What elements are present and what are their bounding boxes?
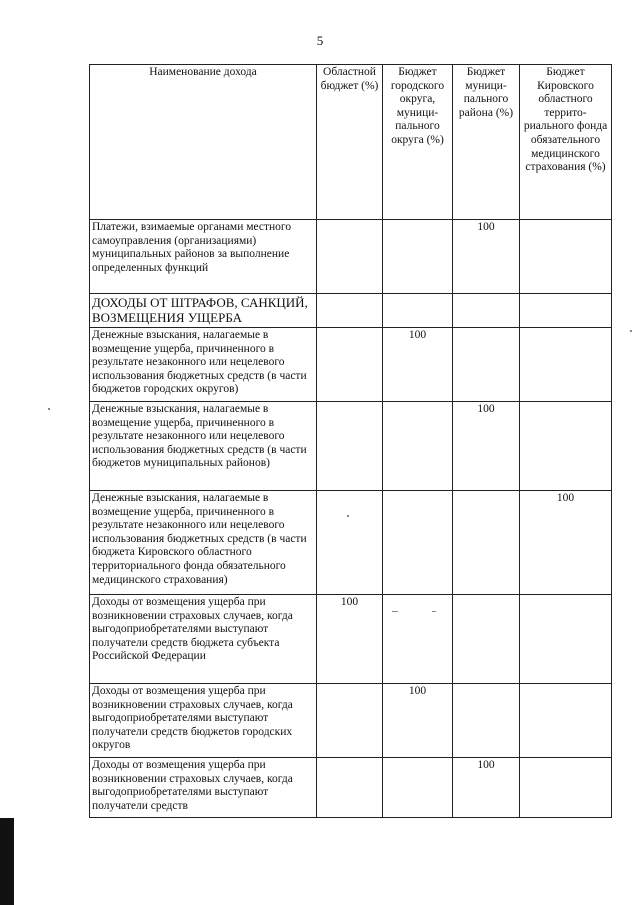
value-municipal-district (453, 491, 520, 595)
header-municipal-district-budget: Бюджет муници-пального района (%) (453, 65, 520, 220)
header-city-district-budget: Бюджет городского округа, муници-пального округа (%) (383, 65, 453, 220)
value-regional (317, 402, 383, 491)
value-municipal-district: 100 (453, 402, 520, 491)
scan-speck (347, 515, 349, 517)
value-regional (317, 758, 383, 818)
value-city-district: 100 (383, 328, 453, 402)
value-city-district (383, 595, 453, 684)
value-medical-fund (520, 294, 612, 328)
section-heading: ДОХОДЫ ОТ ШТРАФОВ, САНКЦИЙ, ВОЗМЕЩЕНИЯ УЩЕРБА (90, 294, 317, 328)
scan-speck (432, 611, 436, 612)
table-row (90, 758, 612, 818)
value-city-district (383, 294, 453, 328)
scan-speck (630, 330, 632, 332)
value-regional (317, 684, 383, 758)
row-name: Доходы от возмещения ущерба при возникновении страховых случаев, когда выгодоприобретателями выступают получатели средств бюджетов городских округов (90, 684, 317, 758)
value-medical-fund (520, 402, 612, 491)
value-municipal-district: 100 (453, 758, 520, 818)
value-medical-fund (520, 328, 612, 402)
table-row (90, 402, 612, 491)
value-city-district: 100 (383, 684, 453, 758)
scan-edge-mark (0, 818, 14, 905)
value-medical-fund (520, 758, 612, 818)
page-number: 5 (316, 33, 324, 48)
table-row (90, 684, 612, 758)
row-name: Денежные взыскания, налагаемые в возмещение ущерба, причиненного в результате незаконного или нецелевого использования бюджетных средств (в части бюджетов муниципальных районов) (90, 402, 317, 491)
scan-speck (48, 408, 50, 410)
table-row (90, 491, 612, 595)
value-medical-fund (520, 220, 612, 294)
section-heading-row (90, 294, 612, 328)
value-city-district (383, 758, 453, 818)
value-city-district (383, 220, 453, 294)
row-name: Денежные взыскания, налагаемые в возмещение ущерба, причиненного в результате незаконного или нецелевого использования бюджетных средств (в части бюджетов городских округов) (90, 328, 317, 402)
table-header-row (90, 65, 612, 220)
table-row (90, 328, 612, 402)
row-name: Доходы от возмещения ущерба при возникновении страховых случаев, когда выгодоприобретателями выступают получатели средств (90, 758, 317, 818)
value-regional: 100 (317, 595, 383, 684)
table-row (90, 595, 612, 684)
header-regional-budget: Областной бюджет (%) (317, 65, 383, 220)
value-medical-fund (520, 595, 612, 684)
row-name: Платежи, взимаемые органами местного самоуправления (организациями) муниципальных районов за выполнение определенных функций (90, 220, 317, 294)
value-regional (317, 491, 383, 595)
header-medical-insurance-fund-budget: Бюджет Кировского областного террито-риального фонда обязательного медицинского страхования (%) (520, 65, 612, 220)
value-municipal-district (453, 684, 520, 758)
row-name: Денежные взыскания, налагаемые в возмещение ущерба, причиненного в результате незаконного или нецелевого использования бюджетных средств (в части бюджета Кировского областного территориального фонда обязательного медицинского страхования) (90, 491, 317, 595)
value-municipal-district (453, 294, 520, 328)
value-medical-fund (520, 684, 612, 758)
value-regional (317, 294, 383, 328)
scan-speck (392, 611, 398, 612)
table-row (90, 220, 612, 294)
value-regional (317, 328, 383, 402)
value-municipal-district (453, 328, 520, 402)
value-municipal-district (453, 595, 520, 684)
value-medical-fund: 100 (520, 491, 612, 595)
value-municipal-district: 100 (453, 220, 520, 294)
value-regional (317, 220, 383, 294)
revenue-distribution-table (89, 64, 612, 818)
header-revenue-name: Наименование дохода (90, 65, 317, 220)
value-city-district (383, 402, 453, 491)
row-name: Доходы от возмещения ущерба при возникновении страховых случаев, когда выгодоприобретателями выступают получатели средств бюджета субъекта Российской Федерации (90, 595, 317, 684)
value-city-district (383, 491, 453, 595)
